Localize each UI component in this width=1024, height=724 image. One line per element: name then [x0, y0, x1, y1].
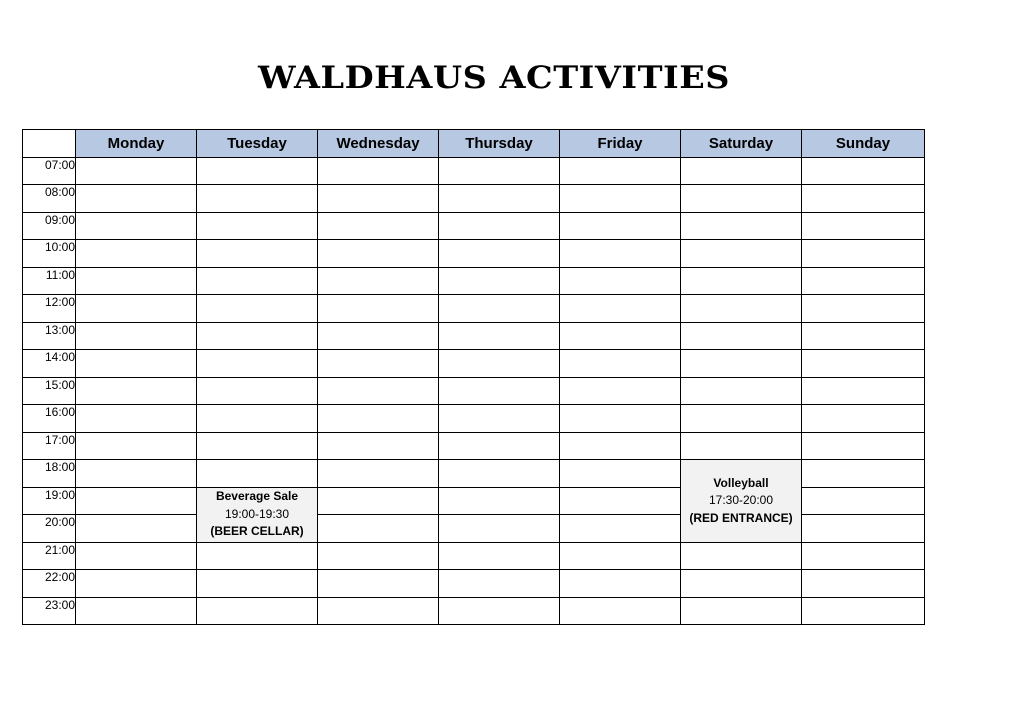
schedule-cell[interactable] — [439, 157, 560, 185]
schedule-cell[interactable] — [439, 542, 560, 570]
schedule-cell[interactable] — [681, 185, 802, 213]
schedule-cell[interactable] — [318, 405, 439, 433]
schedule-cell[interactable] — [197, 295, 318, 323]
schedule-cell[interactable] — [681, 350, 802, 378]
event-location: (BEER CELLAR) — [210, 524, 304, 539]
time-label: 18:00 — [23, 460, 76, 488]
time-row — [23, 377, 925, 405]
schedule-cell[interactable] — [439, 295, 560, 323]
schedule-cell[interactable] — [439, 570, 560, 598]
header-row — [23, 130, 925, 158]
schedule-cell[interactable] — [802, 432, 925, 460]
time-label: 23:00 — [23, 597, 76, 625]
day-header-friday: Friday — [560, 130, 681, 158]
schedule-cell[interactable] — [560, 487, 681, 515]
schedule-cell[interactable] — [439, 322, 560, 350]
schedule-cell[interactable] — [681, 570, 802, 598]
schedule-cell[interactable] — [318, 377, 439, 405]
schedule-cell[interactable] — [439, 515, 560, 543]
schedule-cell[interactable] — [76, 185, 197, 213]
schedule-cell[interactable] — [197, 405, 318, 433]
time-label: 10:00 — [23, 240, 76, 268]
schedule-cell[interactable] — [318, 597, 439, 625]
time-row — [23, 322, 925, 350]
schedule-cell[interactable] — [197, 267, 318, 295]
schedule-cell[interactable] — [318, 212, 439, 240]
schedule-cell[interactable] — [560, 322, 681, 350]
schedule-cell[interactable] — [802, 185, 925, 213]
schedule-cell[interactable] — [318, 267, 439, 295]
time-row — [23, 157, 925, 185]
schedule-cell[interactable] — [197, 542, 318, 570]
schedule-cell[interactable] — [318, 515, 439, 543]
time-row — [23, 350, 925, 378]
schedule-cell[interactable] — [197, 570, 318, 598]
schedule-cell[interactable] — [802, 350, 925, 378]
schedule-cell[interactable] — [76, 515, 197, 543]
schedule-cell[interactable] — [197, 212, 318, 240]
schedule-cell[interactable] — [802, 570, 925, 598]
schedule-cell[interactable] — [318, 570, 439, 598]
schedule-cell[interactable] — [560, 295, 681, 323]
schedule-cell[interactable] — [560, 157, 681, 185]
schedule-cell[interactable] — [76, 240, 197, 268]
schedule-cell[interactable] — [681, 212, 802, 240]
schedule-cell[interactable] — [681, 597, 802, 625]
schedule-cell[interactable] — [318, 350, 439, 378]
time-label: 14:00 — [23, 350, 76, 378]
event-cell[interactable] — [681, 460, 802, 543]
time-row — [23, 597, 925, 625]
schedule-cell[interactable] — [560, 597, 681, 625]
schedule-cell[interactable] — [197, 432, 318, 460]
day-header-saturday: Saturday — [681, 130, 802, 158]
schedule-cell[interactable] — [802, 460, 925, 488]
schedule-cell[interactable] — [681, 405, 802, 433]
schedule-cell[interactable] — [802, 377, 925, 405]
schedule-cell[interactable] — [802, 240, 925, 268]
schedule-cell[interactable] — [681, 432, 802, 460]
schedule-cell[interactable] — [802, 515, 925, 543]
time-label: 07:00 — [23, 157, 76, 185]
schedule-body — [23, 157, 925, 625]
schedule-cell[interactable] — [439, 405, 560, 433]
schedule-cell[interactable] — [318, 157, 439, 185]
time-label: 12:00 — [23, 295, 76, 323]
time-row — [23, 185, 925, 213]
schedule-cell[interactable] — [318, 240, 439, 268]
schedule-cell[interactable] — [802, 597, 925, 625]
time-label: 11:00 — [23, 267, 76, 295]
schedule-cell[interactable] — [681, 295, 802, 323]
schedule-cell[interactable] — [439, 185, 560, 213]
schedule-cell[interactable] — [439, 377, 560, 405]
day-header-wednesday: Wednesday — [318, 130, 439, 158]
schedule-cell[interactable] — [802, 295, 925, 323]
schedule-cell[interactable] — [681, 377, 802, 405]
schedule-cell[interactable] — [197, 460, 318, 488]
time-label: 09:00 — [23, 212, 76, 240]
schedule-cell[interactable] — [439, 240, 560, 268]
schedule-cell[interactable] — [76, 597, 197, 625]
time-row — [23, 295, 925, 323]
time-row — [23, 405, 925, 433]
schedule-cell[interactable] — [681, 322, 802, 350]
time-row — [23, 570, 925, 598]
time-label: 20:00 — [23, 515, 76, 543]
time-label: 08:00 — [23, 185, 76, 213]
schedule-cell[interactable] — [76, 542, 197, 570]
schedule-cell[interactable] — [802, 267, 925, 295]
schedule-cell[interactable] — [681, 240, 802, 268]
schedule-cell[interactable] — [76, 157, 197, 185]
schedule-cell[interactable] — [681, 157, 802, 185]
schedule-cell[interactable] — [197, 157, 318, 185]
time-row — [23, 460, 925, 488]
event-time: 19:00-19:30 — [224, 506, 290, 521]
time-row — [23, 267, 925, 295]
schedule-cell[interactable] — [560, 405, 681, 433]
schedule-cell[interactable] — [197, 597, 318, 625]
day-header-thursday: Thursday — [439, 130, 560, 158]
schedule-cell[interactable] — [197, 350, 318, 378]
schedule-cell[interactable] — [76, 377, 197, 405]
schedule-table — [22, 129, 925, 625]
day-header-monday: Monday — [76, 130, 197, 158]
time-row — [23, 212, 925, 240]
schedule-cell[interactable] — [681, 542, 802, 570]
schedule-cell[interactable] — [802, 157, 925, 185]
schedule-cell[interactable] — [560, 570, 681, 598]
page-title: WALDHAUS ACTIVITIES — [258, 60, 731, 96]
time-label: 16:00 — [23, 405, 76, 433]
schedule-cell[interactable] — [560, 240, 681, 268]
schedule-cell[interactable] — [439, 432, 560, 460]
schedule-cell[interactable] — [318, 432, 439, 460]
schedule-cell[interactable] — [681, 267, 802, 295]
time-label: 13:00 — [23, 322, 76, 350]
schedule-cell[interactable] — [802, 542, 925, 570]
schedule-cell[interactable] — [197, 185, 318, 213]
time-label: 22:00 — [23, 570, 76, 598]
schedule-cell[interactable] — [76, 487, 197, 515]
schedule-cell[interactable] — [802, 405, 925, 433]
event-title: Beverage Sale — [215, 489, 299, 504]
schedule-cell[interactable] — [76, 432, 197, 460]
schedule-cell[interactable] — [76, 322, 197, 350]
event-time: 17:30-20:00 — [708, 493, 774, 507]
schedule-cell[interactable] — [318, 322, 439, 350]
schedule-cell[interactable] — [197, 322, 318, 350]
schedule-cell[interactable] — [560, 185, 681, 213]
time-row — [23, 240, 925, 268]
schedule-cell[interactable] — [197, 240, 318, 268]
schedule-cell[interactable] — [560, 377, 681, 405]
schedule-cell[interactable] — [439, 597, 560, 625]
schedule-cell[interactable] — [76, 295, 197, 323]
schedule-cell[interactable] — [76, 212, 197, 240]
time-label: 21:00 — [23, 542, 76, 570]
schedule-cell[interactable] — [76, 267, 197, 295]
schedule-cell[interactable] — [560, 267, 681, 295]
schedule-cell[interactable] — [76, 405, 197, 433]
time-label: 15:00 — [23, 377, 76, 405]
schedule-cell[interactable] — [560, 350, 681, 378]
schedule-cell[interactable] — [76, 350, 197, 378]
schedule-cell[interactable] — [802, 212, 925, 240]
schedule-cell[interactable] — [560, 460, 681, 488]
time-row — [23, 542, 925, 570]
time-label: 17:00 — [23, 432, 76, 460]
event-location: (RED ENTRANCE) — [689, 510, 793, 525]
schedule-cell[interactable] — [76, 460, 197, 488]
schedule-cell[interactable] — [318, 542, 439, 570]
day-header-sunday: Sunday — [802, 130, 925, 158]
schedule-cell[interactable] — [439, 212, 560, 240]
schedule-cell[interactable] — [197, 377, 318, 405]
schedule-cell[interactable] — [76, 570, 197, 598]
schedule-cell[interactable] — [318, 295, 439, 323]
schedule-cell[interactable] — [318, 185, 439, 213]
time-row — [23, 432, 925, 460]
schedule-cell[interactable] — [439, 487, 560, 515]
corner-cell — [23, 130, 76, 158]
schedule-cell[interactable] — [560, 212, 681, 240]
schedule-cell[interactable] — [560, 542, 681, 570]
schedule-cell[interactable] — [802, 487, 925, 515]
schedule-cell[interactable] — [802, 322, 925, 350]
schedule-cell[interactable] — [439, 267, 560, 295]
event-title: Volleyball — [713, 475, 769, 490]
schedule-cell[interactable] — [439, 350, 560, 378]
schedule-cell[interactable] — [439, 460, 560, 488]
schedule-cell[interactable] — [318, 460, 439, 488]
day-header-tuesday: Tuesday — [197, 130, 318, 158]
schedule-cell[interactable] — [318, 487, 439, 515]
event-cell[interactable] — [197, 487, 318, 542]
schedule-cell[interactable] — [560, 432, 681, 460]
schedule-cell[interactable] — [560, 515, 681, 543]
time-label: 19:00 — [23, 487, 76, 515]
